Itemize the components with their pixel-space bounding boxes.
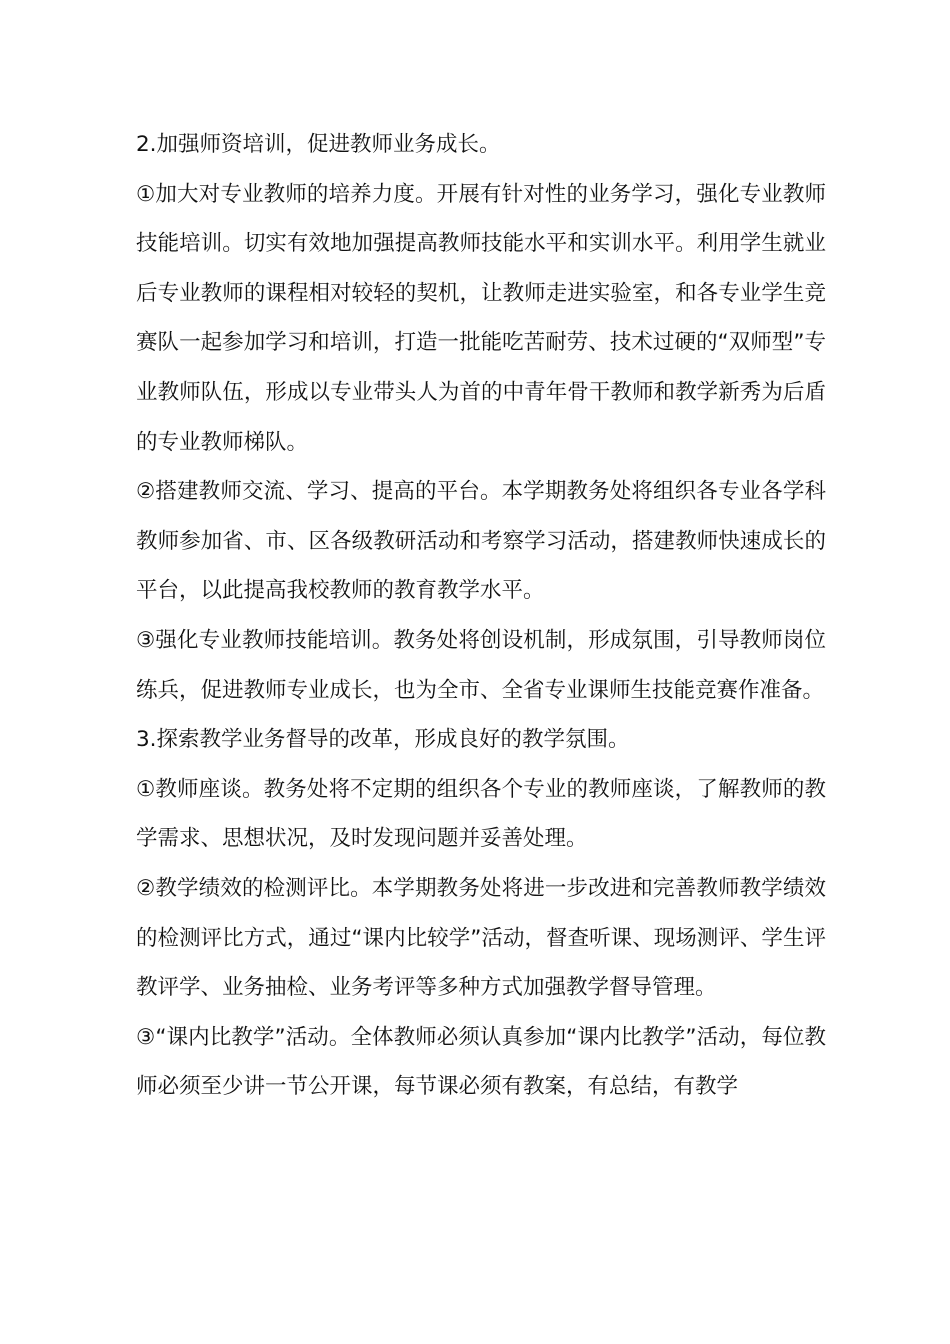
section-heading-2: 2.加强师资培训，促进教师业务成长。	[136, 132, 501, 157]
paragraph-item-1: ①加大对专业教师的培养力度。开展有针对性的业务学习，强化专业教师技能培训。切实有效地加强提高教师技能水平和实训水平。利用学生就业后专业教师的课程相对较轻的契机，让教师走进实验室，和各专业学生竞赛队一起参加学习和培训，打造一批能吃苦耐劳、技术过硬的“双师型”专业教师队伍，形成以专业带头人为首的中青年骨干教师和教学新秀为后盾的专业教师梯队。	[136, 181, 826, 455]
paragraph-item-3: ③“课内比教学”活动。全体教师必须认真参加“课内比教学”活动，每位教师必须至少讲一节公开课，每节课必须有教案，有总结，有教学	[136, 1024, 826, 1100]
paragraph-item-2: ②搭建教师交流、学习、提高的平台。本学期教务处将组织各专业各学科教师参加省、市、区各级教研活动和考察学习活动，搭建教师快速成长的平台，以此提高我校教师的教育教学水平。	[136, 479, 826, 604]
section-heading-3: 3.探索教学业务督导的改革，形成良好的教学氛围。	[136, 727, 630, 753]
paragraph-item-3: ③强化专业教师技能培训。教务处将创设机制，形成氛围，引导教师岗位练兵，促进教师专业成长，也为全市、全省专业课师生技能竞赛作准备。	[136, 627, 826, 703]
paragraph-item-1: ①教师座谈。教务处将不定期的组织各个专业的教师座谈，了解教师的教学需求、思想状况，及时发现问题并妥善处理。	[136, 776, 826, 852]
paragraph-item-2: ②教学绩效的检测评比。本学期教务处将进一步改进和完善教师教学绩效的检测评比方式，通过“课内比较学”活动，督查听课、现场测评、学生评教评学、业务抽检、业务考评等多种方式加强教学督导管理。	[136, 875, 826, 1001]
document-body	[136, 120, 826, 1112]
